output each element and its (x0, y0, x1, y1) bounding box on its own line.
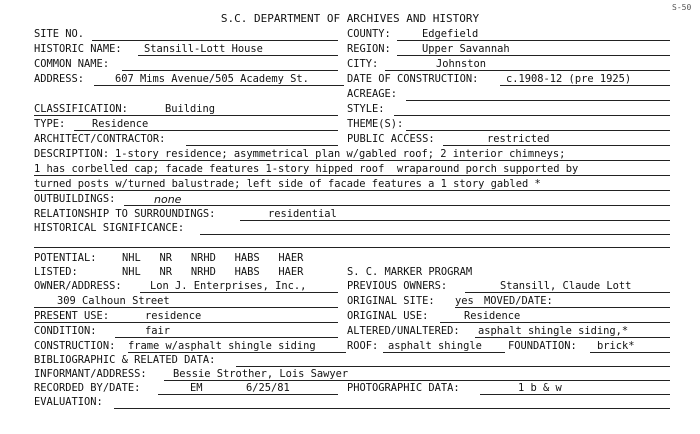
recorded-by: EM (190, 382, 203, 394)
original-use-line (440, 322, 670, 323)
description-rule-2 (34, 175, 670, 176)
evaluation-line (114, 408, 670, 409)
present-use-value: residence (145, 310, 202, 322)
description-rule-1 (112, 160, 670, 161)
present-use-line (34, 322, 338, 323)
photographic-value: 1 b & w (518, 382, 562, 394)
foundation-line (590, 352, 670, 353)
owner-label: OWNER/ADDRESS: (34, 280, 122, 292)
themes-label: THEME(S): (347, 118, 404, 130)
informant-line (164, 380, 670, 381)
evaluation-label: EVALUATION: (34, 396, 103, 408)
county-line (397, 40, 670, 41)
previous-owners-label: PREVIOUS OWNERS: (347, 280, 448, 292)
common-name-line (122, 70, 338, 71)
historic-name-line (138, 55, 338, 56)
style-label: STYLE: (347, 103, 385, 115)
historical-significance-label: HISTORICAL SIGNIFICANCE: (34, 222, 185, 234)
page-title: S.C. DEPARTMENT OF ARCHIVES AND HISTORY (220, 12, 480, 25)
region-line (397, 55, 670, 56)
relationship-line (240, 220, 670, 221)
historical-significance-line (200, 234, 670, 235)
original-use-value: Residence (464, 310, 521, 322)
original-site-line (455, 307, 670, 308)
original-site-value: yes (455, 295, 474, 307)
classification-label: CLASSIFICATION: (34, 103, 128, 115)
city-value: Johnston (436, 58, 487, 70)
informant-label: INFORMANT/ADDRESS: (34, 368, 147, 380)
architect-line (186, 145, 338, 146)
description-line-2: 1 has corbelled cap; facade features 1-story hipped roof wraparound porch supported by (34, 163, 579, 175)
construction-value: frame w/asphalt shingle siding (128, 340, 316, 352)
roof-line (383, 352, 505, 353)
bibliographic-label: BIBLIOGRAPHIC & RELATED DATA: (34, 354, 216, 366)
style-line (394, 115, 670, 116)
outbuildings-line (124, 205, 670, 206)
city-label: CITY: (347, 58, 379, 70)
city-line (385, 70, 670, 71)
present-use-label: PRESENT USE: (34, 310, 110, 322)
previous-owners-value: Stansill, Claude Lott (500, 280, 632, 292)
description-rule-3 (34, 190, 670, 191)
themes-line (406, 130, 670, 131)
owner-line (140, 292, 338, 293)
county-value: Edgefield (422, 28, 479, 40)
recorded-line (158, 394, 338, 395)
owner-address-line (34, 307, 338, 308)
description-line-3: turned posts w/turned balustrade; left side of facade features a 1 story gabled * (34, 178, 541, 190)
significance-rule (34, 247, 670, 248)
construction-label: CONSTRUCTION: (34, 340, 116, 352)
recorded-date: 6/25/81 (246, 382, 290, 394)
roof-label: ROOF: (347, 340, 379, 352)
public-access-line (443, 145, 670, 146)
relationship-value: residential (268, 208, 337, 220)
owner-address: 309 Calhoun Street (57, 295, 170, 307)
outbuildings-value: none (154, 193, 182, 206)
corner-mark: S-50 (672, 3, 692, 12)
architect-label: ARCHITECT/CONTRACTOR: (34, 133, 166, 145)
type-value: Residence (92, 118, 149, 130)
original-use-label: ORIGINAL USE: (347, 310, 429, 322)
site-no-line (92, 40, 338, 41)
listed-label: LISTED: (34, 266, 78, 278)
altered-value: asphalt shingle siding,* (478, 325, 629, 337)
photographic-label: PHOTOGRAPHIC DATA: (347, 382, 460, 394)
moved-date-label: MOVED/DATE: (484, 295, 553, 307)
county-label: COUNTY: (347, 28, 391, 40)
acreage-line (406, 100, 670, 101)
type-line (74, 130, 338, 131)
description-label: DESCRIPTION: (34, 148, 110, 160)
outbuildings-label: OUTBUILDINGS: (34, 193, 116, 205)
public-access-label: PUBLIC ACCESS: (347, 133, 435, 145)
relationship-label: RELATIONSHIP TO SURROUNDINGS: (34, 208, 216, 220)
type-label: TYPE: (34, 118, 66, 130)
acreage-label: ACREAGE: (347, 88, 398, 100)
historic-name-value: Stansill-Lott House (144, 43, 263, 55)
informant-value: Bessie Strother, Lois Sawyer (173, 368, 349, 380)
region-label: REGION: (347, 43, 391, 55)
bibliographic-line (236, 366, 670, 367)
classification-value: Building (165, 103, 216, 115)
classification-line (34, 115, 338, 116)
construction-line (128, 352, 346, 353)
roof-value: asphalt shingle (388, 340, 482, 352)
condition-value: fair (145, 325, 171, 337)
address-label: ADDRESS: (34, 73, 85, 85)
date-construction-line (500, 85, 670, 86)
common-name-label: COMMON NAME: (34, 58, 110, 70)
address-value: 607 Mims Avenue/505 Academy St. (115, 73, 309, 85)
description-line-1: 1-story residence; asymmetrical plan w/gabled roof; 2 interior chimneys; (115, 148, 566, 160)
date-construction-value: c.1908-12 (pre 1925) (506, 73, 632, 85)
historic-name-label: HISTORIC NAME: (34, 43, 122, 55)
condition-line (115, 337, 338, 338)
potential-label: POTENTIAL: (34, 252, 97, 264)
date-construction-label: DATE OF CONSTRUCTION: (347, 73, 479, 85)
condition-label: CONDITION: (34, 325, 97, 337)
owner-value: Lon J. Enterprises, Inc., (150, 280, 307, 292)
photographic-line (480, 394, 670, 395)
altered-label: ALTERED/UNALTERED: (347, 325, 460, 337)
listed-codes: NHL NR NRHD HABS HAER (122, 266, 304, 278)
site-no-label: SITE NO. (34, 28, 85, 40)
region-value: Upper Savannah (422, 43, 510, 55)
foundation-value: brick* (597, 340, 635, 352)
altered-line (475, 337, 670, 338)
marker-program: S. C. MARKER PROGRAM (347, 266, 473, 278)
foundation-label: FOUNDATION: (508, 340, 577, 352)
public-access-value: restricted (487, 133, 550, 145)
potential-codes: NHL NR NRHD HABS HAER (122, 252, 304, 264)
previous-owners-line (465, 292, 670, 293)
address-line (94, 85, 344, 86)
original-site-label: ORIGINAL SITE: (347, 295, 435, 307)
recorded-label: RECORDED BY/DATE: (34, 382, 141, 394)
